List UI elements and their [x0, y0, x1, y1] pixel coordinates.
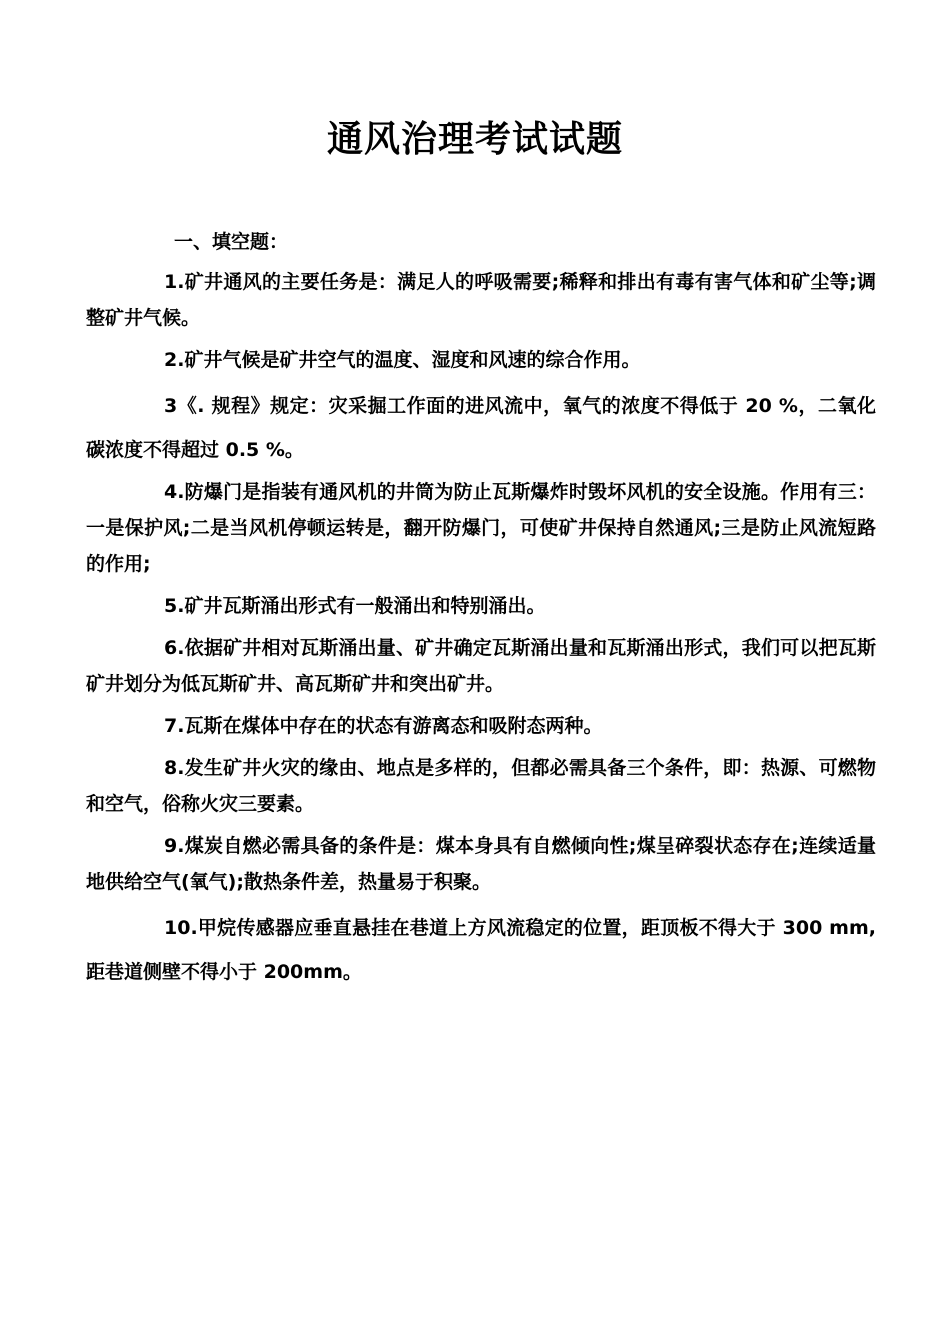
section-heading: 一、填空题： [174, 231, 289, 253]
question-item-10: 10.甲烷传感器应垂直悬挂在巷道上方风流稳定的位置，距顶板不得大于 300 mm,距巷道侧壁不得小于 200mm。 [86, 917, 876, 983]
question-item-1: 1.矿井通风的主要任务是：满足人的呼吸需要;稀释和排出有毒有害气体和矿尘等;调整矿井气候。 [86, 271, 876, 329]
question-item-6: 6.依据矿井相对瓦斯涌出量、矿井确定瓦斯涌出量和瓦斯涌出形式，我们可以把瓦斯矿井划分为低瓦斯矿井、高瓦斯矿井和突出矿井。 [86, 637, 876, 695]
question-item-2: 2.矿井气候是矿井空气的温度、湿度和风速的综合作用。 [164, 349, 641, 371]
question-item-3: 3《. 规程》规定：灾采掘工作面的进风流中，氧气的浓度不得低于 20 %，二氧化碳浓度不得超过 0.5 %。 [86, 395, 876, 461]
document-title: 通风治理考试试题 [326, 119, 623, 160]
document-body [86, 224, 876, 996]
question-item-4: 4.防爆门是指装有通风机的井筒为防止瓦斯爆炸时毁坏风机的安全设施。作用有三：一是保护风;二是当风机停顿运转是，翻开防爆门，可使矿井保持自然通风;三是防止风流短路的作用; [86, 481, 876, 575]
question-item-8: 8.发生矿井火灾的缘由、地点是多样的，但都必需具备三个条件，即：热源、可燃物 和空气，俗称火灾三要素。 [86, 757, 876, 815]
question-item-5: 5.矿井瓦斯涌出形式有一般涌出和特别涌出。 [164, 595, 546, 617]
question-item-9: 9.煤炭自燃必需具备的条件是：煤本身具有自燃倾向性;煤呈碎裂状态存在;连续适量地供给空气(氧气);散热条件差，热量易于积聚。 [86, 835, 876, 893]
question-item-7: 7.瓦斯在煤体中存在的状态有游离态和吸附态两种。 [164, 715, 603, 737]
